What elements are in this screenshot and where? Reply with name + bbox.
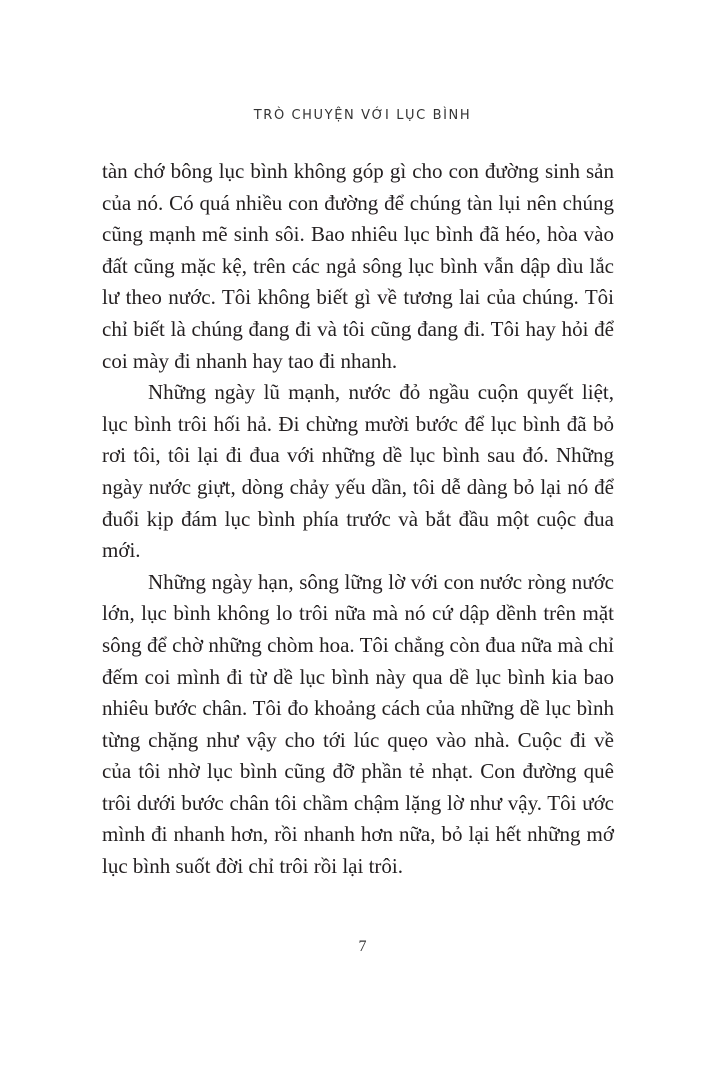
page-number: 7 [358, 938, 367, 955]
paragraph: Những ngày hạn, sông lững lờ với con nước ròng nước lớn, lục bình không lo trôi nữa mà nó cứ dập dềnh trên mặt sông để chờ những chòm hoa. Tôi chẳng còn đua nữa mà chỉ đếm coi mình đi từ dề lục bình này qua dề lục bình kia bao nhiêu bước chân. Tôi đo khoảng cách của những dề lục bình từng chặng như vậy cho tới lúc quẹo vào nhà. Cuộc đi về của tôi nhờ lục bình cũng đỡ phần tẻ nhạt. Con đường quê trôi dưới bước chân tôi chầm chậm lặng lờ như vậy. Tôi ước mình đi nhanh hơn, rồi nhanh hơn nữa, bỏ lại hết những mớ lục bình suốt đời chỉ trôi rồi lại trôi. [102, 569, 614, 879]
paragraph: Những ngày lũ mạnh, nước đỏ ngầu cuộn quyết liệt, lục bình trôi hối hả. Đi chừng mười bước để lục bình đã bỏ rơi tôi, tôi lại đi đua với những dề lục bình sau đó. Những ngày nước giựt, dòng chảy yếu dần, tôi dễ dàng bỏ lại nó để đuổi kịp đám lục bình phía trước và bắt đầu một cuộc đua mới. [102, 380, 614, 563]
paragraph: tàn chớ bông lục bình không góp gì cho con đường sinh sản của nó. Có quá nhiều con đường để chúng tàn lụi nên chúng cũng mạnh mẽ sinh sôi. Bao nhiêu lục bình đã héo, hòa vào đất cũng mặc kệ, trên các ngả sông lục bình vẫn dập dìu lắc lư theo nước. Tôi không biết gì về tương lai của chúng. Tôi chỉ biết là chúng đang đi và tôi cũng đang đi. Tôi hay hỏi để coi mày đi nhanh hay tao đi nhanh. [102, 159, 614, 373]
body-text [102, 156, 614, 883]
running-header-title: TRÒ CHUYỆN VỚI LỤC BÌNH [253, 108, 472, 123]
